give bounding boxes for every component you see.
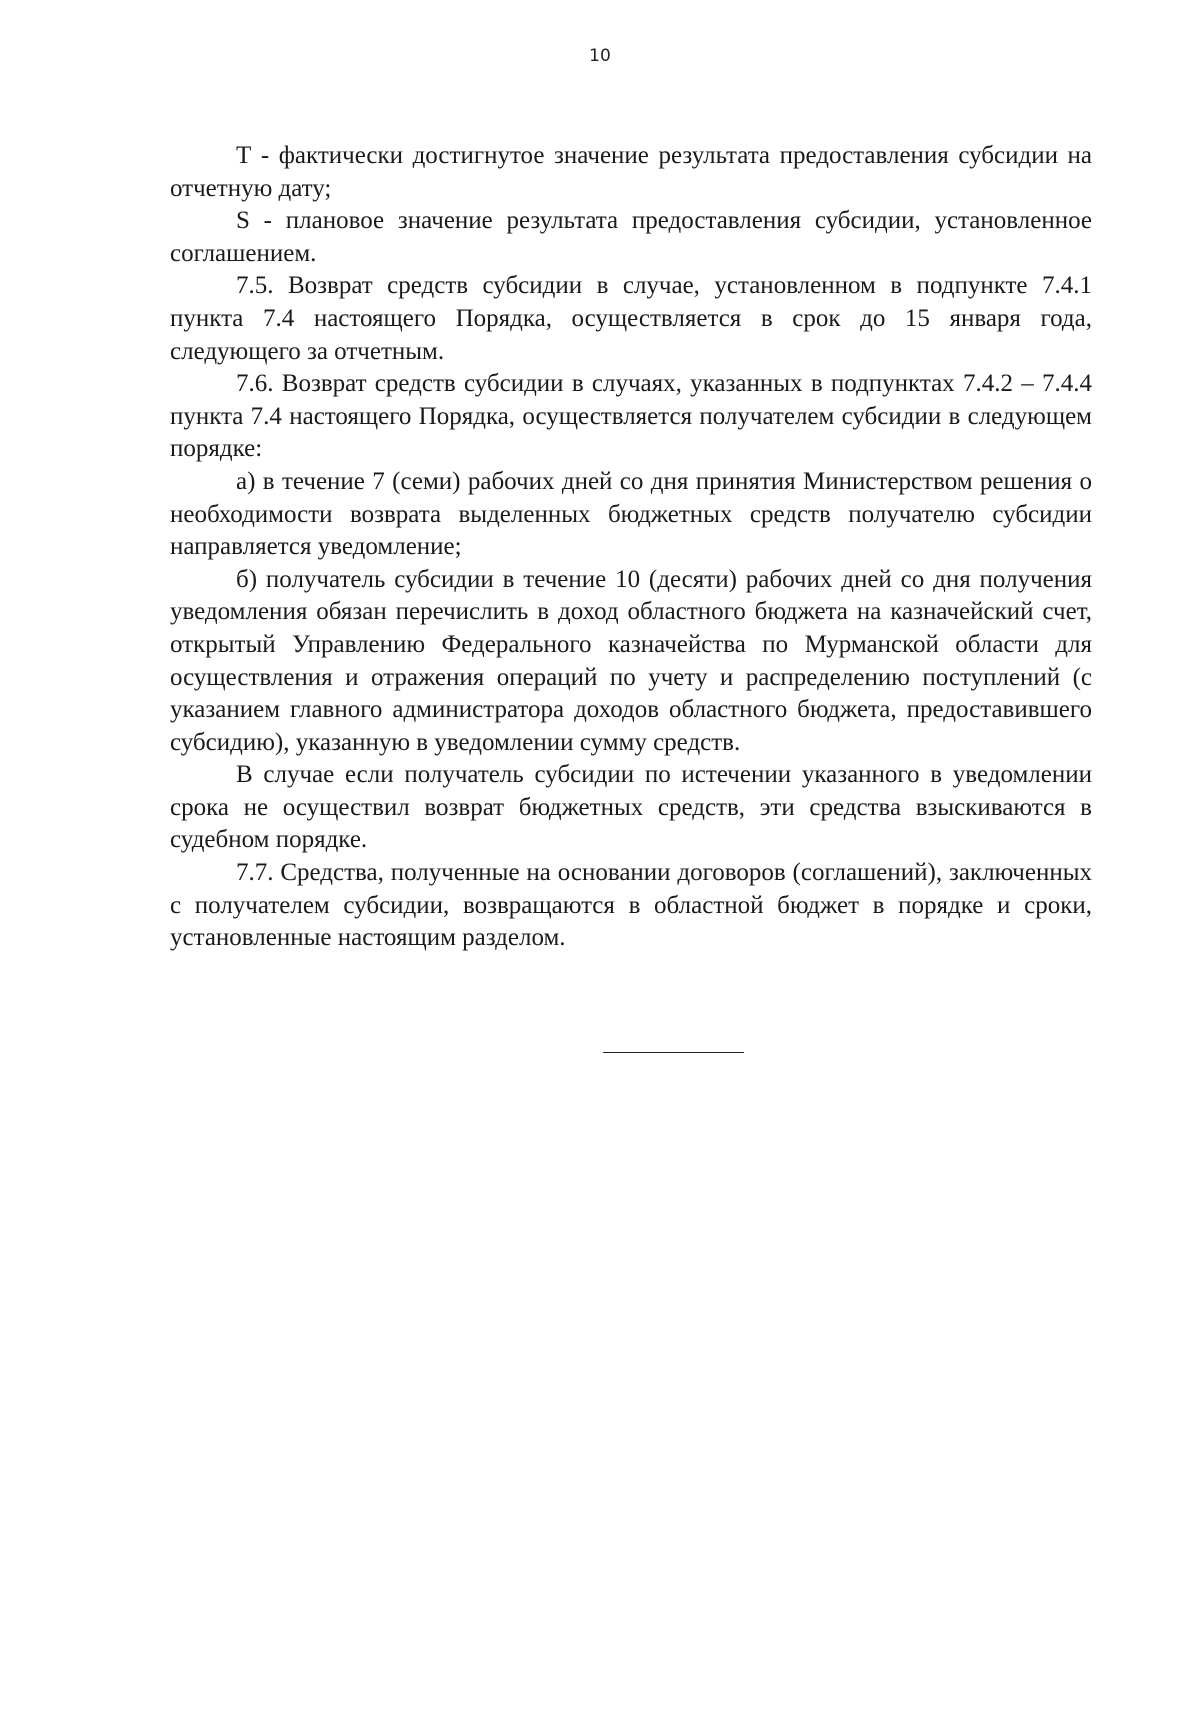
paragraph-7-7: 7.7. Средства, полученные на основании договоров (соглашений), заключенных с получателем субсидии, возвращаются в областной бюджет в порядке и сроки, установленные настоящим разделом. bbox=[170, 859, 1092, 952]
paragraph-7-6: 7.6. Возврат средств субсидии в случаях, указанных в подпунктах 7.4.2 – 7.4.4 пункта 7.4 настоящего Порядка, осуществляется получателем субсидии в следующем порядке: bbox=[170, 370, 1092, 463]
paragraph-7-5: 7.5. Возврат средств субсидии в случае, установленном в подпункте 7.4.1 пункта 7.4 настоящего Порядка, осуществляется в срок до 15 января года, следующего за отчетным. bbox=[170, 272, 1092, 365]
page-number: 10 bbox=[589, 46, 611, 66]
paragraph-court-recovery: В случае если получатель субсидии по истечении указанного в уведомлении срока не осуществил возврат бюджетных средств, эти средства взыскиваются в судебном порядке. bbox=[170, 761, 1092, 854]
paragraph-t-definition: Т - фактически достигнутое значение результата предоставления субсидии на отчетную дату; bbox=[170, 142, 1092, 202]
end-separator-line bbox=[603, 1052, 744, 1053]
paragraph-s-definition: S - плановое значение результата предоставления субсидии, установленное соглашением. bbox=[170, 207, 1092, 267]
document-body bbox=[170, 140, 1092, 955]
paragraph-7-6-a: а) в течение 7 (семи) рабочих дней со дня принятия Министерством решения о необходимости возврата выделенных бюджетных средств получателю субсидии направляется уведомление; bbox=[170, 467, 1092, 561]
paragraph-7-6-b: б) получатель субсидии в течение 10 (десяти) рабочих дней со дня получения уведомления обязан перечислить в доход областного бюджета на казначейский счет, открытый Управлению Федерального казначейства по Мурманской области для осуществления и отражения операций по учету и распределению поступлений (с указанием главного администратора доходов областного бюджета, предоставившего субсидию), указанную в уведомлении сумму средств. bbox=[170, 565, 1092, 756]
